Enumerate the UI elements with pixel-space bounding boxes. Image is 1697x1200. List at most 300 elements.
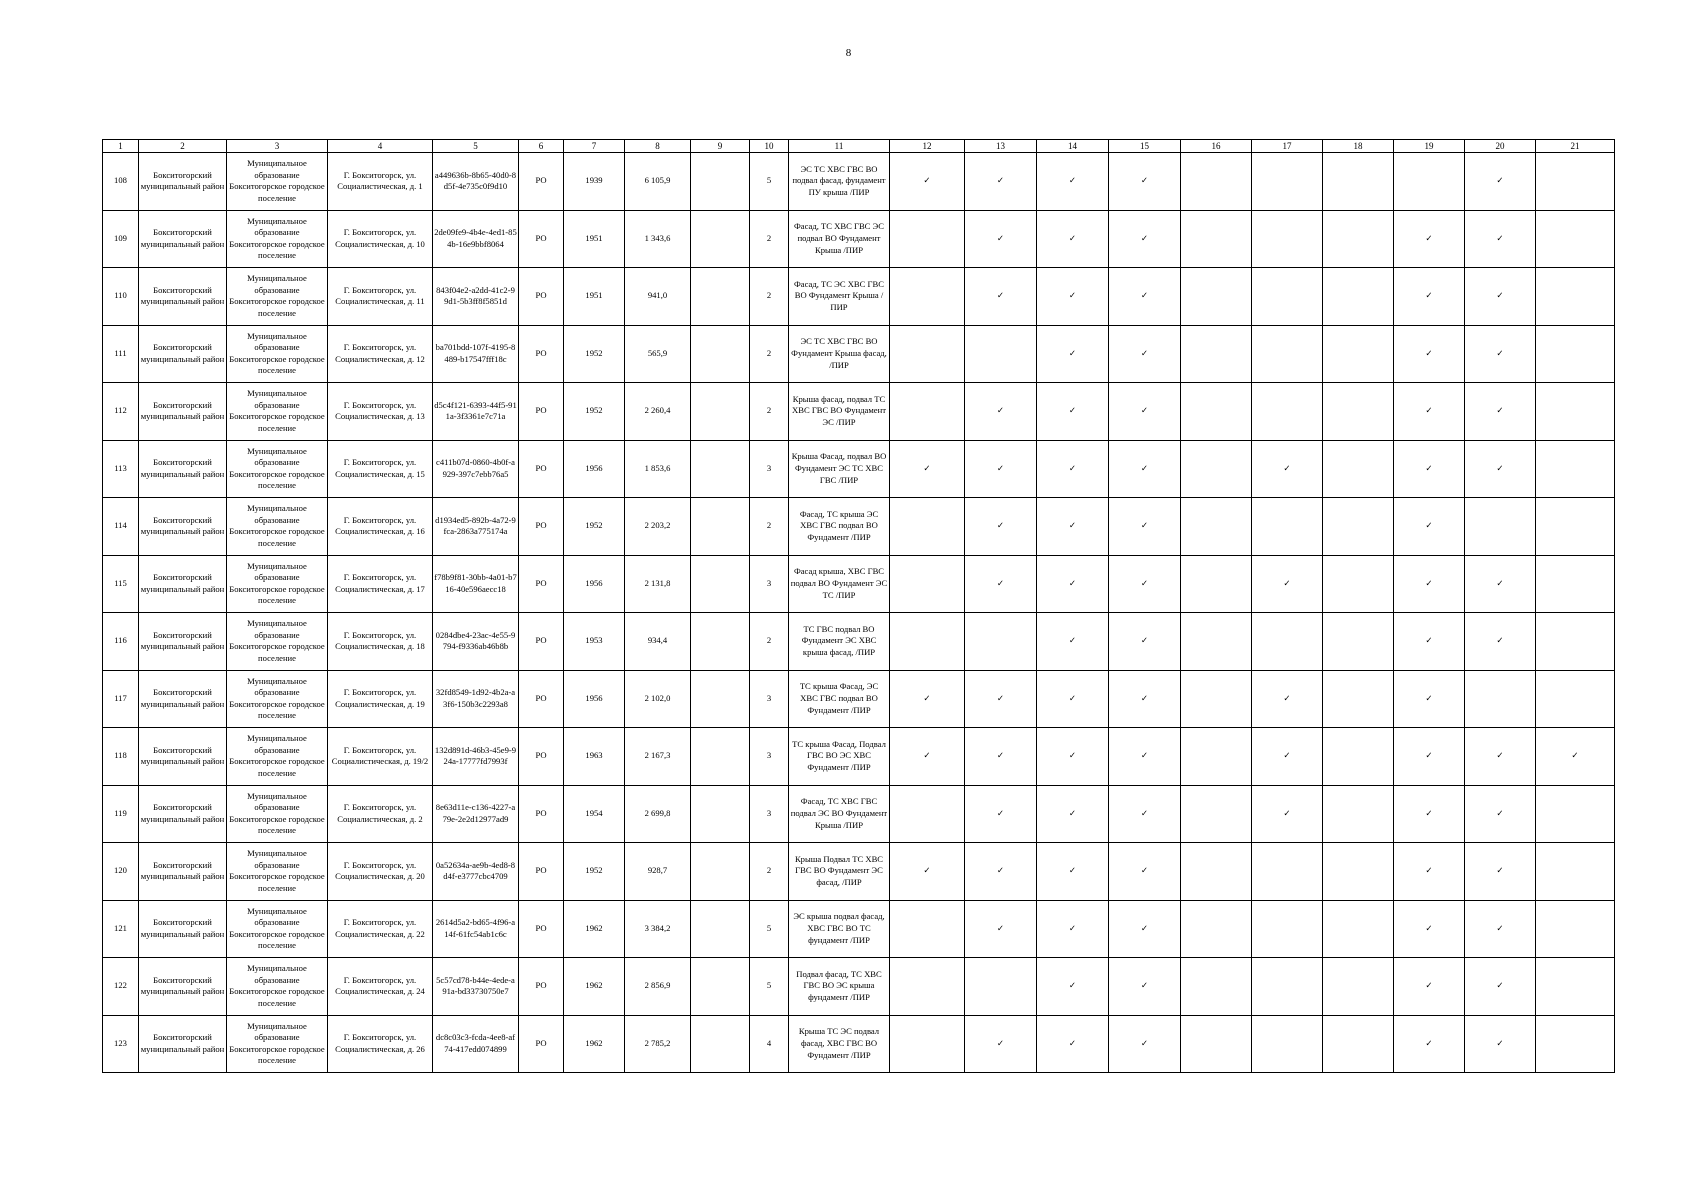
table-row [103,843,1615,901]
column-9-cell [691,1015,750,1073]
area-cell: 2 167,3 [625,728,691,786]
floors-cell: 3 [750,440,789,498]
address-cell: Г. Бокситогорск, ул. Социалистическая, д. 20 [328,843,433,901]
column-header-17: 17 [1252,140,1323,153]
table-row [103,728,1615,786]
table-row [103,210,1615,268]
house-guid-cell: c411b07d-0860-4b0f-a929-397c7ebb76a5 [433,440,519,498]
check-mark-cell-12 [890,958,965,1016]
area-cell: 941,0 [625,268,691,326]
house-guid-cell: 843f04e2-a2dd-41c2-99d1-5b3ff8f5851d [433,268,519,326]
column-9-cell [691,785,750,843]
check-mark-cell-18 [1323,555,1394,613]
column-header-9: 9 [691,140,750,153]
address-cell: Г. Бокситогорск, ул. Социалистическая, д. 17 [328,555,433,613]
check-mark-cell-17: ✓ [1252,670,1323,728]
address-cell: Г. Бокситогорск, ул. Социалистическая, д. 13 [328,383,433,441]
row-number-cell: 114 [103,498,139,556]
area-cell: 934,4 [625,613,691,671]
check-mark-cell-19: ✓ [1394,728,1465,786]
check-mark-cell-13: ✓ [965,670,1037,728]
house-guid-cell: dc8c03c3-fcda-4ee8-af74-417edd074899 [433,1015,519,1073]
check-mark-cell-21 [1536,900,1615,958]
check-mark-cell-16 [1181,383,1252,441]
check-mark-cell-14: ✓ [1037,325,1109,383]
column-9-cell [691,900,750,958]
check-mark-cell-15: ✓ [1109,498,1181,556]
column-header-21: 21 [1536,140,1615,153]
floors-cell: 2 [750,325,789,383]
works-list-cell: Подвал фасад, ТС ХВС ГВС ВО ЭС крыша фундамент /ПИР [789,958,890,1016]
column-header-19: 19 [1394,140,1465,153]
check-mark-cell-12 [890,785,965,843]
area-cell: 2 699,8 [625,785,691,843]
check-mark-cell-20: ✓ [1465,268,1536,326]
type-cell: РО [519,1015,564,1073]
house-guid-cell: 5c57cd78-b44e-4ede-a91a-bd33730750e7 [433,958,519,1016]
municipality-cell: Муниципальное образование Бокситогорское городское поселение [227,555,328,613]
row-number-cell: 117 [103,670,139,728]
district-cell: Бокситогорский муниципальный район [139,440,227,498]
works-list-cell: Фасад, ТС крыша ЭС ХВС ГВС подвал ВО Фундамент /ПИР [789,498,890,556]
row-number-cell: 113 [103,440,139,498]
house-guid-cell: 2de09fe9-4b4e-4ed1-854b-16e9bbf8064 [433,210,519,268]
type-cell: РО [519,383,564,441]
check-mark-cell-19: ✓ [1394,498,1465,556]
check-mark-cell-13: ✓ [965,843,1037,901]
district-cell: Бокситогорский муниципальный район [139,900,227,958]
check-mark-cell-14: ✓ [1037,900,1109,958]
column-header-16: 16 [1181,140,1252,153]
check-mark-cell-16 [1181,900,1252,958]
column-header-10: 10 [750,140,789,153]
check-mark-cell-21 [1536,785,1615,843]
build-year-cell: 1952 [564,383,625,441]
district-cell: Бокситогорский муниципальный район [139,383,227,441]
check-mark-cell-20: ✓ [1465,325,1536,383]
address-cell: Г. Бокситогорск, ул. Социалистическая, д. 18 [328,613,433,671]
table-row [103,498,1615,556]
check-mark-cell-13: ✓ [965,900,1037,958]
check-mark-cell-13 [965,958,1037,1016]
check-mark-cell-21 [1536,843,1615,901]
check-mark-cell-19: ✓ [1394,613,1465,671]
check-mark-cell-17 [1252,383,1323,441]
municipality-cell: Муниципальное образование Бокситогорское городское поселение [227,728,328,786]
works-list-cell: Фасад, ТС ХВС ГВС подвал ЭС ВО Фундамент Крыша /ПИР [789,785,890,843]
column-header-1: 1 [103,140,139,153]
check-mark-cell-21 [1536,613,1615,671]
check-mark-cell-19: ✓ [1394,210,1465,268]
column-header-20: 20 [1465,140,1536,153]
check-mark-cell-15: ✓ [1109,325,1181,383]
column-header-11: 11 [789,140,890,153]
check-mark-cell-14: ✓ [1037,728,1109,786]
check-mark-cell-16 [1181,613,1252,671]
address-cell: Г. Бокситогорск, ул. Социалистическая, д. 22 [328,900,433,958]
check-mark-cell-20: ✓ [1465,555,1536,613]
check-mark-cell-17: ✓ [1252,785,1323,843]
row-number-cell: 123 [103,1015,139,1073]
municipality-cell: Муниципальное образование Бокситогорское городское поселение [227,670,328,728]
check-mark-cell-15: ✓ [1109,670,1181,728]
check-mark-cell-12 [890,900,965,958]
check-mark-cell-15: ✓ [1109,383,1181,441]
area-cell: 6 105,9 [625,153,691,211]
column-header-5: 5 [433,140,519,153]
check-mark-cell-14: ✓ [1037,383,1109,441]
check-mark-cell-21 [1536,670,1615,728]
column-9-cell [691,670,750,728]
municipality-cell: Муниципальное образование Бокситогорское городское поселение [227,383,328,441]
district-cell: Бокситогорский муниципальный район [139,613,227,671]
floors-cell: 2 [750,210,789,268]
house-guid-cell: f78b9f81-30bb-4a01-b716-40e596aecc18 [433,555,519,613]
check-mark-cell-15: ✓ [1109,153,1181,211]
table-row [103,900,1615,958]
check-mark-cell-20: ✓ [1465,958,1536,1016]
check-mark-cell-18 [1323,268,1394,326]
column-header-7: 7 [564,140,625,153]
check-mark-cell-18 [1323,728,1394,786]
check-mark-cell-15: ✓ [1109,728,1181,786]
check-mark-cell-20: ✓ [1465,900,1536,958]
check-mark-cell-17: ✓ [1252,440,1323,498]
check-mark-cell-15: ✓ [1109,613,1181,671]
row-number-cell: 109 [103,210,139,268]
check-mark-cell-21 [1536,268,1615,326]
row-number-cell: 120 [103,843,139,901]
area-cell: 2 260,4 [625,383,691,441]
table-row [103,440,1615,498]
house-guid-cell: d5c4f121-6393-44f5-911a-3f3361e7c71a [433,383,519,441]
check-mark-cell-19: ✓ [1394,670,1465,728]
check-mark-cell-18 [1323,210,1394,268]
column-9-cell [691,728,750,786]
table-row [103,670,1615,728]
table-row [103,613,1615,671]
check-mark-cell-12 [890,1015,965,1073]
area-cell: 3 384,2 [625,900,691,958]
row-number-cell: 119 [103,785,139,843]
type-cell: РО [519,670,564,728]
type-cell: РО [519,210,564,268]
municipality-cell: Муниципальное образование Бокситогорское городское поселение [227,268,328,326]
floors-cell: 3 [750,555,789,613]
works-list-cell: Крыша Фасад, подвал ВО Фундамент ЭС ТС ХВС ГВС /ПИР [789,440,890,498]
check-mark-cell-16 [1181,958,1252,1016]
build-year-cell: 1954 [564,785,625,843]
check-mark-cell-20: ✓ [1465,440,1536,498]
check-mark-cell-13: ✓ [965,153,1037,211]
check-mark-cell-16 [1181,785,1252,843]
page-number: 8 [845,47,852,59]
check-mark-cell-18 [1323,383,1394,441]
area-cell: 565,9 [625,325,691,383]
check-mark-cell-19: ✓ [1394,440,1465,498]
column-header-2: 2 [139,140,227,153]
column-9-cell [691,153,750,211]
check-mark-cell-21 [1536,498,1615,556]
municipality-cell: Муниципальное образование Бокситогорское городское поселение [227,1015,328,1073]
column-9-cell [691,613,750,671]
check-mark-cell-16 [1181,268,1252,326]
row-number-cell: 121 [103,900,139,958]
district-cell: Бокситогорский муниципальный район [139,1015,227,1073]
check-mark-cell-18 [1323,440,1394,498]
build-year-cell: 1956 [564,670,625,728]
check-mark-cell-17 [1252,498,1323,556]
floors-cell: 5 [750,153,789,211]
table-row [103,268,1615,326]
check-mark-cell-13: ✓ [965,383,1037,441]
row-number-cell: 108 [103,153,139,211]
column-header-15: 15 [1109,140,1181,153]
check-mark-cell-13: ✓ [965,210,1037,268]
municipality-cell: Муниципальное образование Бокситогорское городское поселение [227,498,328,556]
house-guid-cell: 132d891d-46b3-45e9-924a-17777fd7993f [433,728,519,786]
municipality-cell: Муниципальное образование Бокситогорское городское поселение [227,613,328,671]
address-cell: Г. Бокситогорск, ул. Социалистическая, д. 2 [328,785,433,843]
check-mark-cell-17 [1252,153,1323,211]
check-mark-cell-20: ✓ [1465,210,1536,268]
build-year-cell: 1953 [564,613,625,671]
check-mark-cell-18 [1323,900,1394,958]
district-cell: Бокситогорский муниципальный район [139,670,227,728]
check-mark-cell-14: ✓ [1037,670,1109,728]
check-mark-cell-19: ✓ [1394,555,1465,613]
check-mark-cell-20: ✓ [1465,728,1536,786]
check-mark-cell-18 [1323,785,1394,843]
check-mark-cell-14: ✓ [1037,613,1109,671]
check-mark-cell-12 [890,498,965,556]
municipality-cell: Муниципальное образование Бокситогорское городское поселение [227,440,328,498]
column-header-13: 13 [965,140,1037,153]
house-guid-cell: d1934ed5-892b-4a72-9fca-2863a775174a [433,498,519,556]
column-header-18: 18 [1323,140,1394,153]
check-mark-cell-18 [1323,498,1394,556]
housing-registry-table [102,139,1615,1073]
check-mark-cell-16 [1181,728,1252,786]
house-guid-cell: 32fd8549-1d92-4b2a-a3f6-150b3c2293a8 [433,670,519,728]
address-cell: Г. Бокситогорск, ул. Социалистическая, д. 1 [328,153,433,211]
check-mark-cell-19: ✓ [1394,785,1465,843]
check-mark-cell-18 [1323,325,1394,383]
type-cell: РО [519,440,564,498]
check-mark-cell-16 [1181,670,1252,728]
column-9-cell [691,958,750,1016]
house-guid-cell: 8e63d11e-c136-4227-a79e-2e2d12977ad9 [433,785,519,843]
check-mark-cell-21 [1536,440,1615,498]
type-cell: РО [519,498,564,556]
build-year-cell: 1951 [564,268,625,326]
table-body [103,153,1615,1073]
check-mark-cell-12 [890,325,965,383]
check-mark-cell-19: ✓ [1394,900,1465,958]
works-list-cell: ЭС ТС ХВС ГВС ВО Фундамент Крыша фасад, /ПИР [789,325,890,383]
floors-cell: 2 [750,613,789,671]
check-mark-cell-21 [1536,383,1615,441]
column-header-14: 14 [1037,140,1109,153]
row-number-cell: 110 [103,268,139,326]
floors-cell: 3 [750,785,789,843]
check-mark-cell-21 [1536,325,1615,383]
works-list-cell: Фасад, ТС ЭС ХВС ГВС ВО Фундамент Крыша /ПИР [789,268,890,326]
check-mark-cell-17 [1252,900,1323,958]
check-mark-cell-13: ✓ [965,728,1037,786]
municipality-cell: Муниципальное образование Бокситогорское городское поселение [227,325,328,383]
row-number-cell: 118 [103,728,139,786]
table-row [103,325,1615,383]
district-cell: Бокситогорский муниципальный район [139,728,227,786]
check-mark-cell-13: ✓ [965,268,1037,326]
type-cell: РО [519,555,564,613]
check-mark-cell-19: ✓ [1394,325,1465,383]
check-mark-cell-18 [1323,153,1394,211]
table-row [103,785,1615,843]
table-row [103,958,1615,1016]
column-header-3: 3 [227,140,328,153]
row-number-cell: 122 [103,958,139,1016]
floors-cell: 2 [750,498,789,556]
check-mark-cell-15: ✓ [1109,210,1181,268]
works-list-cell: ТС крыша Фасад, Подвал ГВС ВО ЭС ХВС Фундамент /ПИР [789,728,890,786]
house-guid-cell: 0a52634a-ae9b-4ed8-8d4f-e3777cbc4709 [433,843,519,901]
check-mark-cell-14: ✓ [1037,843,1109,901]
floors-cell: 5 [750,958,789,1016]
area-cell: 2 102,0 [625,670,691,728]
check-mark-cell-13: ✓ [965,1015,1037,1073]
district-cell: Бокситогорский муниципальный район [139,498,227,556]
check-mark-cell-20: ✓ [1465,153,1536,211]
column-9-cell [691,498,750,556]
build-year-cell: 1956 [564,555,625,613]
check-mark-cell-17 [1252,210,1323,268]
floors-cell: 2 [750,268,789,326]
floors-cell: 5 [750,900,789,958]
check-mark-cell-18 [1323,613,1394,671]
floors-cell: 3 [750,670,789,728]
check-mark-cell-17 [1252,325,1323,383]
area-cell: 2 785,2 [625,1015,691,1073]
check-mark-cell-15: ✓ [1109,900,1181,958]
check-mark-cell-14: ✓ [1037,958,1109,1016]
check-mark-cell-19: ✓ [1394,1015,1465,1073]
works-list-cell: ТС ГВС подвал ВО Фундамент ЭС ХВС крыша фасад, /ПИР [789,613,890,671]
district-cell: Бокситогорский муниципальный район [139,555,227,613]
check-mark-cell-12: ✓ [890,843,965,901]
works-list-cell: ЭС крыша подвал фасад, ХВС ГВС ВО ТС фундамент /ПИР [789,900,890,958]
works-list-cell: Фасад крыша, ХВС ГВС подвал ВО Фундамент ЭС ТС /ПИР [789,555,890,613]
type-cell: РО [519,843,564,901]
check-mark-cell-19: ✓ [1394,958,1465,1016]
type-cell: РО [519,900,564,958]
check-mark-cell-12 [890,383,965,441]
check-mark-cell-15: ✓ [1109,843,1181,901]
check-mark-cell-18 [1323,670,1394,728]
build-year-cell: 1956 [564,440,625,498]
floors-cell: 2 [750,383,789,441]
address-cell: Г. Бокситогорск, ул. Социалистическая, д. 26 [328,1015,433,1073]
check-mark-cell-17: ✓ [1252,728,1323,786]
district-cell: Бокситогорский муниципальный район [139,268,227,326]
check-mark-cell-16 [1181,843,1252,901]
check-mark-cell-14: ✓ [1037,785,1109,843]
column-9-cell [691,383,750,441]
works-list-cell: ЭС ТС ХВС ГВС ВО подвал фасад, фундамент ПУ крыша /ПИР [789,153,890,211]
table-row [103,555,1615,613]
row-number-cell: 116 [103,613,139,671]
build-year-cell: 1962 [564,1015,625,1073]
table-row [103,1015,1615,1073]
column-9-cell [691,440,750,498]
house-guid-cell: a449636b-8b65-40d0-8d5f-4e735c0f9d10 [433,153,519,211]
type-cell: РО [519,153,564,211]
check-mark-cell-12 [890,555,965,613]
check-mark-cell-12: ✓ [890,728,965,786]
check-mark-cell-21 [1536,153,1615,211]
column-header-12: 12 [890,140,965,153]
check-mark-cell-21: ✓ [1536,728,1615,786]
municipality-cell: Муниципальное образование Бокситогорское городское поселение [227,958,328,1016]
column-9-cell [691,843,750,901]
row-number-cell: 115 [103,555,139,613]
check-mark-cell-17 [1252,843,1323,901]
check-mark-cell-18 [1323,843,1394,901]
check-mark-cell-17: ✓ [1252,555,1323,613]
type-cell: РО [519,325,564,383]
district-cell: Бокситогорский муниципальный район [139,958,227,1016]
check-mark-cell-16 [1181,498,1252,556]
check-mark-cell-19: ✓ [1394,383,1465,441]
table-row [103,153,1615,211]
build-year-cell: 1951 [564,210,625,268]
column-number-row [103,140,1615,153]
check-mark-cell-19: ✓ [1394,843,1465,901]
check-mark-cell-15: ✓ [1109,958,1181,1016]
check-mark-cell-13: ✓ [965,785,1037,843]
area-cell: 1 343,6 [625,210,691,268]
check-mark-cell-13: ✓ [965,498,1037,556]
address-cell: Г. Бокситогорск, ул. Социалистическая, д. 12 [328,325,433,383]
table-header [103,140,1615,153]
table-row [103,383,1615,441]
district-cell: Бокситогорский муниципальный район [139,325,227,383]
check-mark-cell-21 [1536,555,1615,613]
district-cell: Бокситогорский муниципальный район [139,785,227,843]
row-number-cell: 111 [103,325,139,383]
area-cell: 928,7 [625,843,691,901]
check-mark-cell-20: ✓ [1465,383,1536,441]
column-header-8: 8 [625,140,691,153]
build-year-cell: 1963 [564,728,625,786]
column-9-cell [691,325,750,383]
check-mark-cell-21 [1536,1015,1615,1073]
check-mark-cell-17 [1252,958,1323,1016]
check-mark-cell-16 [1181,153,1252,211]
check-mark-cell-14: ✓ [1037,268,1109,326]
check-mark-cell-17 [1252,613,1323,671]
municipality-cell: Муниципальное образование Бокситогорское городское поселение [227,210,328,268]
type-cell: РО [519,268,564,326]
check-mark-cell-16 [1181,210,1252,268]
check-mark-cell-18 [1323,1015,1394,1073]
column-9-cell [691,268,750,326]
check-mark-cell-13: ✓ [965,555,1037,613]
address-cell: Г. Бокситогорск, ул. Социалистическая, д. 15 [328,440,433,498]
district-cell: Бокситогорский муниципальный район [139,153,227,211]
check-mark-cell-14: ✓ [1037,210,1109,268]
